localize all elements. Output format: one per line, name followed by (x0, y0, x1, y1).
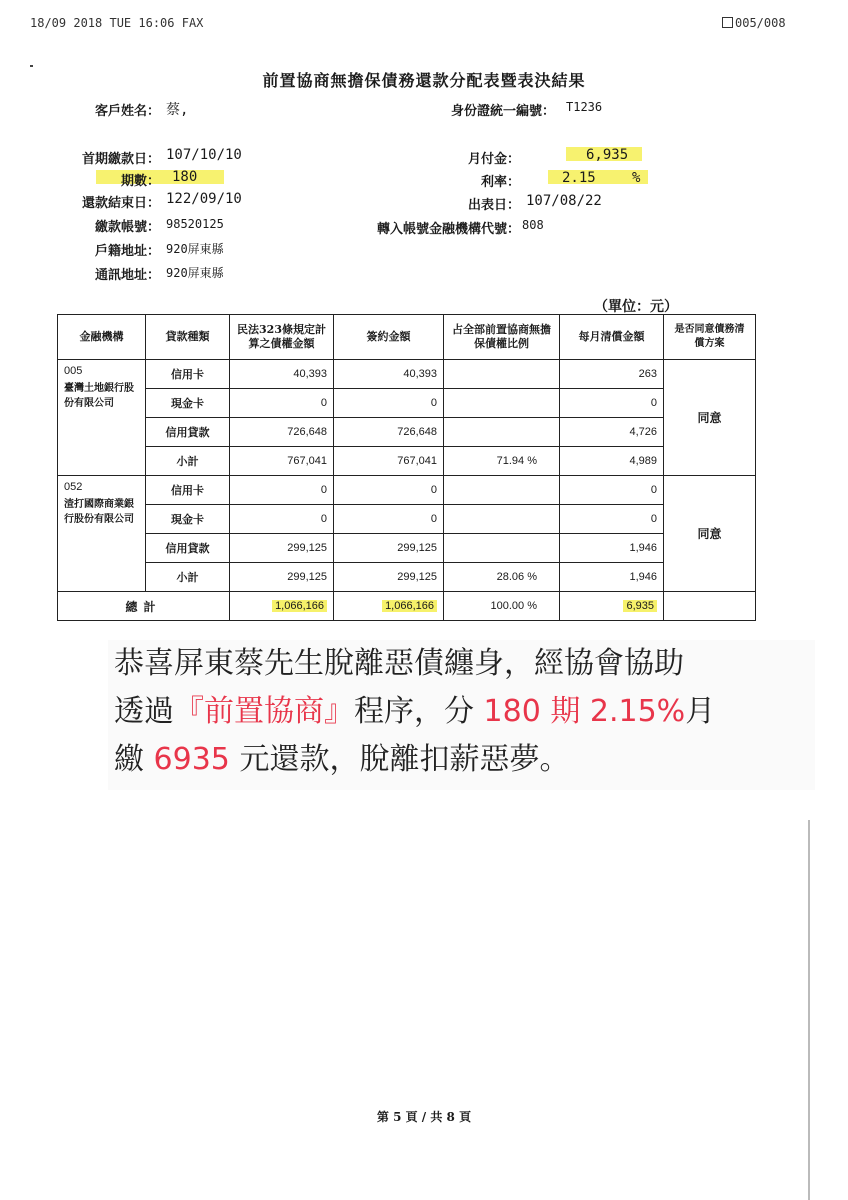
ratio (444, 534, 560, 563)
rate-label: 利率： (480, 175, 520, 190)
note-line-3-b: 元還款，脫離扣薪惡夢。 (239, 742, 570, 777)
total-contract-amount (334, 592, 444, 621)
monthly-payment-label: 月付金： (467, 152, 520, 167)
claim-amount: 0 (230, 476, 334, 505)
agree-cell: 同意 (664, 476, 756, 592)
client-name-value: 蔡, (166, 102, 189, 118)
claim-amount: 0 (230, 505, 334, 534)
header-institution: 金融機構 (58, 315, 146, 360)
ratio (444, 476, 560, 505)
total-agree-cell (664, 592, 756, 621)
mail-address-value: 920屏東縣 (166, 266, 224, 280)
note-line-3-a: 繳 (114, 742, 144, 777)
table-row (58, 418, 756, 447)
fax-header-right (722, 16, 786, 30)
claim-amount: 0 (230, 389, 334, 418)
ratio (444, 418, 560, 447)
table-row (58, 505, 756, 534)
household-address-value: 920屏東縣 (166, 242, 224, 256)
header-contract-amount: 簽約金額 (334, 315, 444, 360)
fax-header-left: 18/09 2018 TUE 16:06 FAX (30, 16, 204, 30)
note-periods-rate: 180 期 2.15% (483, 694, 686, 729)
claim-amount: 299,125 (230, 563, 334, 592)
contract-amount: 299,125 (334, 534, 444, 563)
claim-amount: 726,648 (230, 418, 334, 447)
loan-type: 信用卡 (146, 476, 230, 505)
mail-address-label: 通訊地址： (94, 268, 160, 283)
document-title: 前置協商無擔保債務還款分配表暨表決結果 (262, 71, 586, 90)
first-pay-label: 首期繳款日： (81, 152, 160, 167)
rate-value: 2.15 (562, 170, 596, 186)
issue-date-value: 107/08/22 (526, 193, 602, 209)
claim-amount: 40,393 (230, 360, 334, 389)
unit-label: （單位：元） (594, 299, 678, 315)
contract-amount: 0 (334, 505, 444, 534)
rate-unit: % (632, 170, 641, 186)
contract-amount: 299,125 (334, 563, 444, 592)
contract-amount: 767,041 (334, 447, 444, 476)
total-monthly-amount (560, 592, 664, 621)
institution-code: 052 (64, 481, 83, 493)
monthly-amount: 0 (560, 476, 664, 505)
institution-name: 臺灣土地銀行股份有限公司 (64, 383, 134, 409)
bank-code-value: 808 (522, 218, 544, 232)
institution-code: 005 (64, 365, 83, 377)
contract-amount: 726,648 (334, 418, 444, 447)
note-line-1: 恭喜屏東蔡先生脫離惡債纏身，經協會協助 (114, 646, 684, 681)
bank-code-label: 轉入帳號金融機構代號： (376, 222, 520, 237)
issue-date-label: 出表日： (467, 198, 520, 213)
loan-type: 現金卡 (146, 389, 230, 418)
note-line-3 (114, 736, 815, 784)
account-value: 98520125 (166, 217, 224, 231)
table-row (58, 476, 756, 505)
header-claim-amount: 民法323條規定計算之債權金額 (230, 315, 334, 360)
note-line-2 (114, 688, 815, 736)
periods-value: 180 (172, 169, 198, 185)
note-line-2-b: 程序，分 (354, 694, 474, 729)
header-agree: 是否同意債務清償方案 (664, 315, 756, 360)
claim-amount: 299,125 (230, 534, 334, 563)
note-line-2-a: 透過 (114, 694, 174, 729)
monthly-amount: 4,726 (560, 418, 664, 447)
end-date-label: 還款結束日： (81, 196, 160, 211)
loan-type: 小計 (146, 447, 230, 476)
loan-type: 信用卡 (146, 360, 230, 389)
client-id-value: T1236 (566, 100, 603, 114)
contract-amount: 0 (334, 389, 444, 418)
header-monthly: 每月清償金額 (560, 315, 664, 360)
ratio (444, 389, 560, 418)
ratio (444, 505, 560, 534)
scan-speck (30, 65, 33, 67)
table-row (58, 447, 756, 476)
congratulation-note (108, 640, 815, 790)
institution-name: 渣打國際商業銀行股份有限公司 (64, 499, 134, 525)
monthly-amount: 1,946 (560, 534, 664, 563)
table-row (58, 389, 756, 418)
fax-page-icon (722, 17, 733, 28)
monthly-amount: 0 (560, 389, 664, 418)
header-loan-type: 貸款種類 (146, 315, 230, 360)
account-label: 繳款帳號： (94, 220, 160, 235)
agree-cell: 同意 (664, 360, 756, 476)
contract-amount: 40,393 (334, 360, 444, 389)
loan-type: 信用貸款 (146, 418, 230, 447)
scan-edge-line (808, 820, 810, 1200)
total-ratio: 100.00 % (444, 592, 560, 621)
ratio (444, 360, 560, 389)
header-ratio: 占全部前置協商無擔保債權比例 (444, 315, 560, 360)
client-name-label: 客戶姓名： (94, 104, 160, 119)
ratio: 71.94 % (444, 447, 560, 476)
total-claim-amount (230, 592, 334, 621)
total-label: 總計 (58, 592, 230, 621)
allocation-table (57, 314, 756, 621)
note-monthly-amount: 6935 (153, 742, 230, 777)
end-date-value: 122/09/10 (166, 191, 242, 207)
table-row (58, 563, 756, 592)
monthly-payment-value: 6,935 (586, 147, 629, 163)
monthly-amount: 0 (560, 505, 664, 534)
fax-page-count: 005/008 (735, 16, 786, 30)
page-footer: 第 5 頁 / 共 8 頁 (376, 1110, 472, 1124)
total-claim-highlight: 1,066,166 (272, 600, 327, 612)
claim-amount: 767,041 (230, 447, 334, 476)
table-row (58, 534, 756, 563)
total-monthly-highlight: 6,935 (623, 600, 657, 612)
institution-cell (58, 476, 146, 592)
total-contract-highlight: 1,066,166 (382, 600, 437, 612)
total-row (58, 592, 756, 621)
loan-type: 現金卡 (146, 505, 230, 534)
monthly-amount: 1,946 (560, 563, 664, 592)
household-address-label: 戶籍地址： (94, 244, 160, 259)
loan-type: 信用貸款 (146, 534, 230, 563)
monthly-amount: 4,989 (560, 447, 664, 476)
table-header-row (58, 315, 756, 360)
monthly-amount: 263 (560, 360, 664, 389)
ratio: 28.06 % (444, 563, 560, 592)
note-line-2-c: 月 (685, 694, 716, 729)
periods-label: 期數： (120, 174, 160, 189)
client-id-label: 身份證統一編號： (450, 104, 555, 119)
loan-type: 小計 (146, 563, 230, 592)
institution-cell (58, 360, 146, 476)
first-pay-value: 107/10/10 (166, 147, 242, 163)
contract-amount: 0 (334, 476, 444, 505)
note-program-name: 『前置協商』 (174, 694, 354, 729)
table-row (58, 360, 756, 389)
